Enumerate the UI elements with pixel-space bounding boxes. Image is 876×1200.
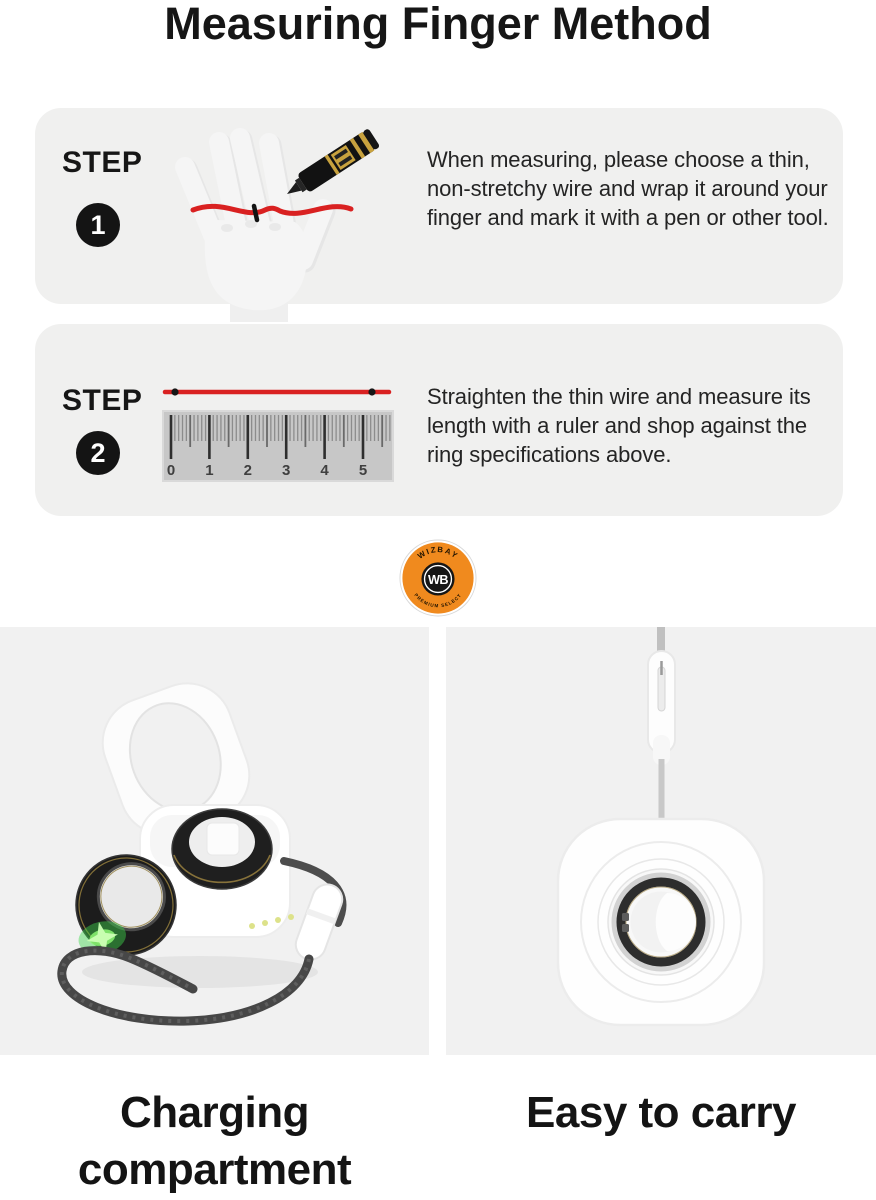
badge-bottom-text: PREMIUM SELECT bbox=[413, 592, 463, 609]
smart-ring-in-case bbox=[172, 809, 272, 889]
step-1-number-badge bbox=[76, 203, 120, 247]
brand-badge bbox=[399, 539, 477, 617]
wire-and-ruler-illustration bbox=[163, 384, 395, 486]
hanging-cord-lower bbox=[659, 759, 665, 821]
caption-charging: Charging compartment bbox=[77, 1088, 352, 1194]
step-2-number: 2 bbox=[90, 437, 106, 468]
marker-pen-icon bbox=[281, 128, 380, 203]
step-2-number-badge bbox=[76, 431, 120, 475]
charging-case-illustration bbox=[0, 627, 429, 1055]
charging-pin bbox=[622, 924, 629, 932]
step-1-description: When measuring, please choose a thin, non-stretchy wire and wrap it around your finger and mark it with a pen or other tool. bbox=[427, 147, 829, 230]
svg-text:3: 3 bbox=[282, 462, 291, 479]
feature-image-charging bbox=[0, 627, 429, 1055]
svg-text:1: 1 bbox=[205, 462, 214, 479]
step-1-label: STEP bbox=[62, 146, 143, 179]
hanging-case-illustration bbox=[446, 627, 876, 1055]
step-1-card bbox=[35, 108, 843, 304]
page-title: Measuring Finger Method bbox=[164, 0, 712, 49]
caption-carry: Easy to carry bbox=[526, 1088, 796, 1137]
smart-ring-window bbox=[608, 869, 714, 975]
pen-mark bbox=[254, 206, 257, 220]
badge-monogram: WB bbox=[427, 572, 449, 587]
wire-end-dot-left bbox=[171, 388, 178, 395]
hand-measuring-illustration bbox=[175, 110, 420, 322]
svg-text:2: 2 bbox=[243, 462, 252, 479]
feature-image-carry bbox=[446, 627, 876, 1055]
step-2-description: Straighten the thin wire and measure its length with a ruler and shop against the ring specifications above. bbox=[427, 384, 811, 467]
svg-text:5: 5 bbox=[358, 462, 368, 479]
brand-badge-logo bbox=[399, 539, 477, 617]
badge-top-text: WIZBAY bbox=[415, 544, 461, 561]
lanyard-clip bbox=[648, 651, 675, 765]
wire-end-dot-right bbox=[368, 388, 375, 395]
svg-text:0: 0 bbox=[166, 462, 176, 479]
step-1-number: 1 bbox=[90, 209, 106, 240]
step-2-card bbox=[35, 324, 843, 516]
svg-text:4: 4 bbox=[320, 462, 329, 479]
hand-palm bbox=[205, 220, 307, 310]
step-2-label: STEP bbox=[62, 384, 143, 417]
charging-pin bbox=[622, 913, 629, 921]
